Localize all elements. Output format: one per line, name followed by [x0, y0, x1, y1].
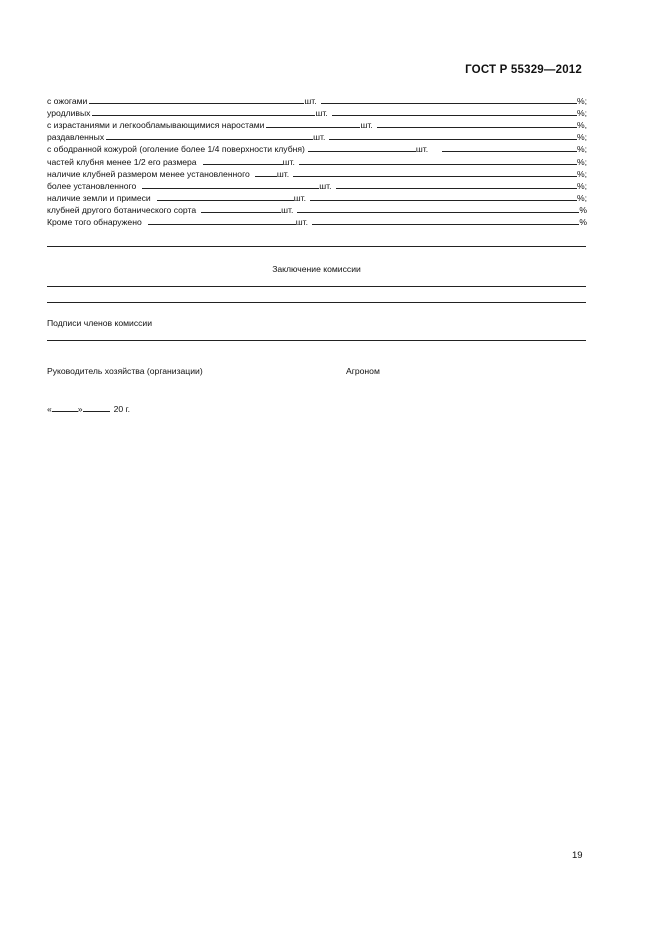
row-growths — [47, 118, 587, 130]
row-unit: шт. — [319, 180, 332, 191]
conclusion-line-2 — [47, 302, 586, 303]
row-label: наличие клубней размером менее установленного — [47, 168, 250, 179]
conclusion-line-1 — [47, 286, 586, 287]
date-close-quote: » — [77, 404, 83, 414]
percent-line — [329, 131, 577, 140]
row-undersize — [47, 167, 587, 179]
row-label: клубней другого ботанического сорта — [47, 204, 197, 215]
percent-line — [332, 107, 577, 116]
row-unit: шт. — [360, 120, 373, 131]
percent-line — [442, 143, 577, 152]
head-label: Руководитель хозяйства (организации) — [47, 366, 203, 376]
count-line — [203, 156, 283, 165]
row-unit: шт. — [276, 168, 290, 179]
row-unit: шт. — [293, 192, 306, 203]
row-label: с ободранной кожурой (оголение более 1/4 поверхности клубня) — [47, 144, 305, 155]
percent-line — [321, 95, 577, 104]
row-pct: %; — [576, 144, 587, 155]
row-unit: шт. — [282, 156, 295, 167]
percent-line — [312, 216, 579, 225]
count-line — [157, 192, 294, 201]
row-pct: %; — [576, 168, 587, 179]
page-number: 19 — [572, 850, 583, 861]
day-line — [52, 403, 78, 412]
count-line — [106, 131, 313, 140]
row-crushed — [47, 130, 587, 142]
date-year: 20 г. — [113, 404, 130, 414]
date-field — [47, 403, 130, 414]
members-signature-line — [47, 340, 586, 341]
row-pct: %; — [576, 132, 587, 143]
row-pct: % — [579, 217, 587, 228]
row-unit: шт. — [304, 96, 317, 107]
row-label: с израстаниями и легкообламывающимися наростами — [47, 120, 265, 131]
row-label: частей клубня менее 1/2 его размера — [47, 156, 197, 167]
row-unit: шт. — [415, 144, 429, 155]
count-line — [148, 216, 296, 225]
percent-line — [377, 119, 577, 128]
count-line — [255, 168, 277, 177]
row-unit: шт. — [295, 217, 308, 228]
agronomist-label: Агроном — [346, 366, 380, 376]
row-additional — [47, 215, 587, 227]
date-open-quote: « — [47, 404, 52, 414]
count-line — [201, 204, 281, 213]
percent-line — [297, 204, 579, 213]
row-label: уродливых — [47, 108, 91, 119]
row-oversize — [47, 179, 587, 191]
percent-line — [293, 168, 577, 177]
standard-number: ГОСТ Р 55329—2012 — [465, 64, 582, 76]
count-line — [308, 143, 416, 152]
row-burns — [47, 94, 587, 106]
row-label: Кроме того обнаружено — [47, 217, 142, 228]
row-pct: %; — [576, 192, 587, 203]
row-unit: шт. — [281, 204, 294, 215]
members-signature-label: Подписи членов комиссии — [47, 318, 153, 328]
row-soil — [47, 191, 587, 203]
count-line — [92, 107, 315, 116]
row-label: наличие земли и примеси — [47, 192, 151, 203]
row-pct: %; — [576, 180, 587, 191]
row-label: более установленного — [47, 180, 137, 191]
row-pct: %, — [576, 120, 587, 131]
row-parts — [47, 154, 587, 166]
count-line — [89, 95, 304, 104]
row-unit: шт. — [313, 132, 326, 143]
row-label: с ожогами — [47, 96, 88, 107]
row-pct: %; — [576, 108, 587, 119]
row-pct: % — [579, 204, 587, 215]
row-pct: %; — [576, 96, 587, 107]
defects-table — [47, 94, 587, 227]
row-pct: %; — [576, 156, 587, 167]
row-label: раздавленных — [47, 132, 105, 143]
blank-line — [47, 246, 586, 247]
percent-line — [310, 192, 577, 201]
row-unit: шт. — [315, 108, 328, 119]
count-line — [266, 119, 360, 128]
conclusion-title: Заключение комиссии — [272, 264, 361, 274]
percent-line — [336, 180, 577, 189]
row-peeled — [47, 142, 587, 154]
row-other-variety — [47, 203, 587, 215]
count-line — [142, 180, 319, 189]
row-deformed — [47, 106, 587, 118]
percent-line — [299, 156, 577, 165]
month-line — [83, 403, 110, 412]
